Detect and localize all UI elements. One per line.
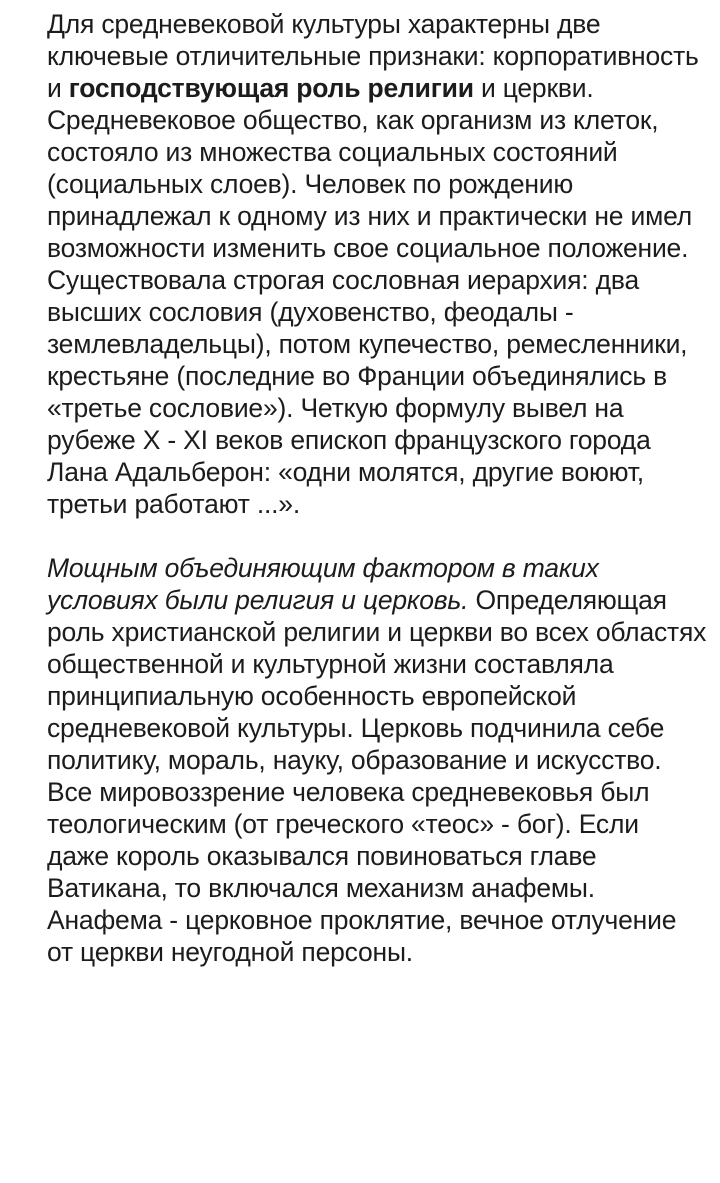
paragraph-gap [47,520,707,552]
paragraph-1-body: и церкви. Средневековое общество, как организм из клеток, состояло из множества социальных состояний (социальных слоев). Человек по рождению принадлежал к одному из них и практически не имел возможности изменить свое социальное положение. Существовала строгая сословная иерархия: два высших сословия (духовенство, феодалы - землевладельцы), потом купечество, ремесленники, крестьяне (последние во Франции объединялись в «третье сословие»). Четкую формулу вывел на рубеже X - XI веков епископ французского города Лана Адальберон: «одни молятся, другие воюют, третьи работают ...». [47,73,693,519]
paragraph-2-body: Определяющая роль христианской религии и церкви во всех областях общественной и культурной жизни составляла принципиальную особенность европейской средневековой культуры. Церковь подчинила себе политику, мораль, науку, образование и искусство. Все мировоззрение человека средневековья был теологическим (от греческого «теос» - бог). Если даже король оказывался повиноваться главе Ватикана, то включался механизм анафемы. Анафема - церковное проклятие, вечное отлучение от церкви неугодной персоны. [47,585,707,967]
paragraph-1-intro: Для средневековой культуры характерны две ключевые отличительные признаки: корпоративность и [47,9,699,103]
paragraph-religion [47,552,707,968]
italic-lead-sentence: Мощным объединяющим фактором в таких условиях были религия и церковь. [47,553,599,615]
article-text [47,8,707,968]
paragraph-corporatism [47,8,707,520]
bold-phrase-religion-role: господствующая роль религии [68,73,474,103]
